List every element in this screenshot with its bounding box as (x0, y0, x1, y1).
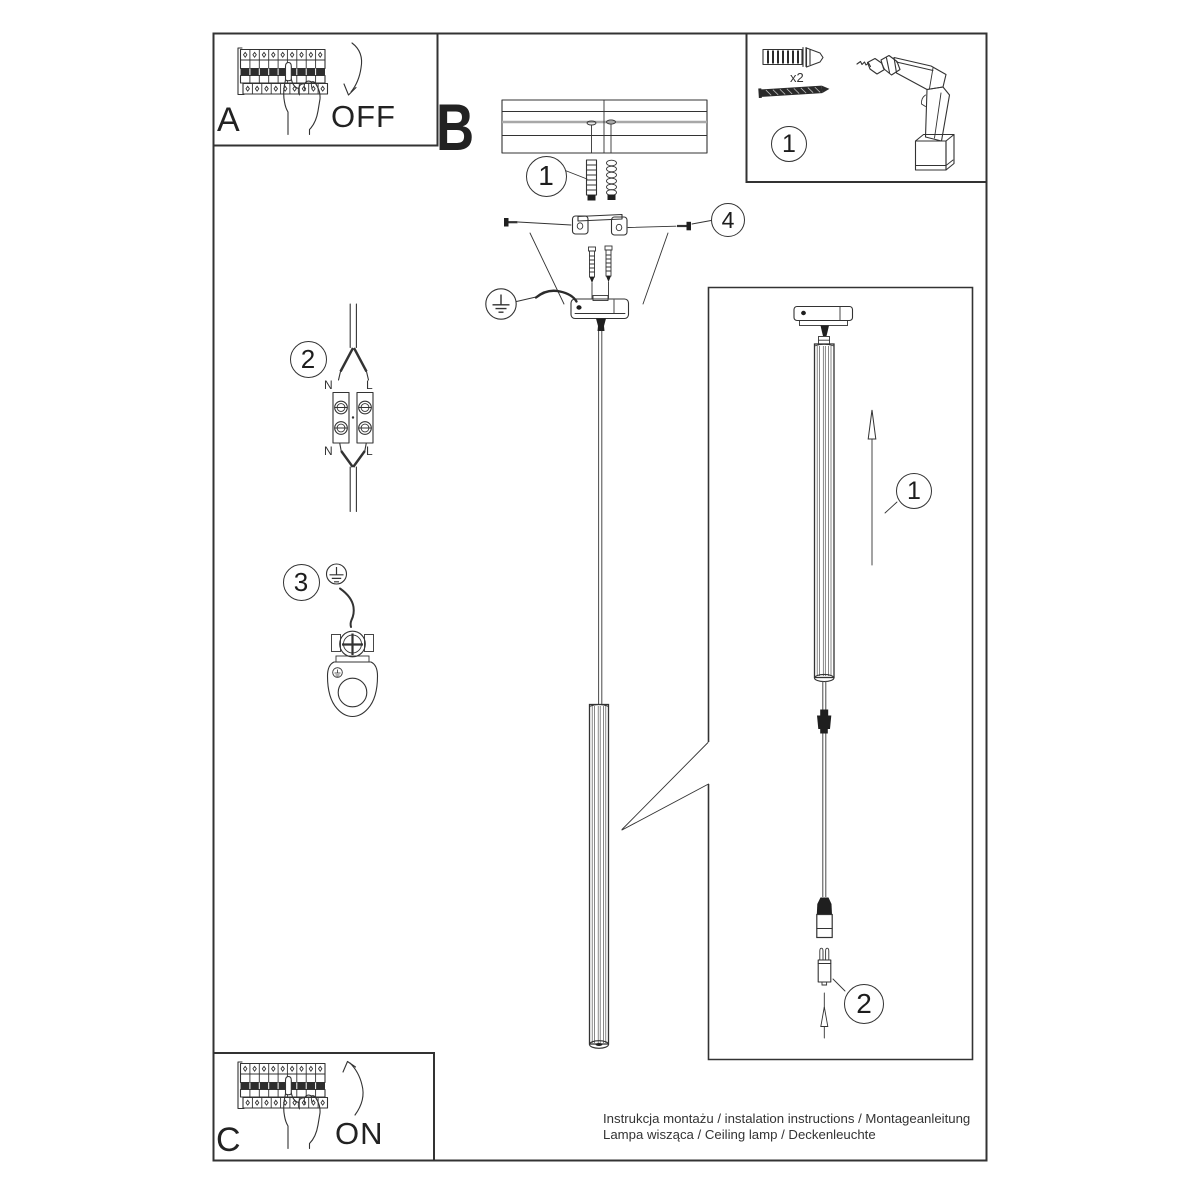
panel-c-breaker-icon (238, 1062, 328, 1149)
panel-c-label: C (216, 1121, 241, 1159)
detail-callout2-leader (833, 979, 845, 991)
off-label: OFF (331, 99, 396, 134)
callout-wiring-badge: 2 (290, 341, 327, 378)
quantity-label: x2 (790, 70, 804, 85)
pendant-tube-icon (590, 705, 609, 1049)
canopy-icon (571, 296, 629, 332)
detail-callout-lines (622, 743, 709, 831)
section-b-label: B (436, 90, 475, 164)
drill-icon (857, 56, 954, 171)
panel-a-label: A (217, 101, 240, 139)
ceiling-screws-icon (587, 120, 616, 153)
socket-icon (817, 898, 832, 938)
detail-tube-icon (815, 344, 835, 682)
mounting-bracket-icon (573, 215, 628, 236)
detail-canopy-icon (794, 307, 853, 345)
footer-line-1: Instrukcja montażu / instalation instructions / Montageanleitung (603, 1111, 971, 1126)
detail-panel-frame (709, 288, 973, 1060)
wire-l-top-label: L (366, 378, 373, 392)
parts-callout-badge: 1 (771, 126, 807, 162)
projection-lines (530, 233, 668, 304)
callout-ground-badge: 3 (283, 564, 320, 601)
footer-line-2: Lampa wisząca / Ceiling lamp / Deckenleuchte (603, 1126, 876, 1142)
detail-cord-grip-icon (821, 326, 830, 337)
callout-side-screws-badge: 4 (711, 203, 745, 237)
terminal-block-icon (333, 304, 373, 512)
callout-plugs-badge: 1 (526, 156, 567, 197)
bulb-icon (818, 948, 831, 985)
canopy-screws-icon (589, 246, 613, 299)
ground-symbol-icon (486, 289, 516, 319)
callout-1-leader (564, 170, 587, 179)
wire-n-top-label: N (324, 378, 333, 392)
insert-arrow-icon (821, 993, 828, 1038)
arrow-down-icon (344, 43, 362, 95)
ground-terminal-icon (327, 564, 378, 717)
ground-leader (517, 297, 537, 302)
wire-l-bottom-label: L (366, 444, 373, 458)
ceiling-icon (502, 100, 707, 153)
wall-plugs-pair-icon (587, 160, 617, 201)
push-up-arrow-icon (868, 410, 876, 565)
wall-plug-icon (763, 48, 823, 68)
power-cable-icon (599, 331, 602, 704)
arrow-up-icon (343, 1062, 363, 1116)
side-screw-right-icon (677, 222, 691, 231)
screw-icon (758, 84, 829, 98)
earth-wire-icon (536, 291, 577, 302)
detail-callout1-leader (885, 502, 897, 513)
on-label: ON (335, 1116, 384, 1151)
callout-bulb-badge: 2 (844, 984, 884, 1024)
wire-n-bottom-label: N (324, 444, 333, 458)
cord-grip-icon (596, 319, 606, 332)
cable-connector-icon (817, 710, 831, 734)
panel-a-breaker-icon (238, 48, 328, 135)
side-screw-left-icon (504, 218, 518, 227)
callout-push-tube-badge: 1 (896, 473, 932, 509)
